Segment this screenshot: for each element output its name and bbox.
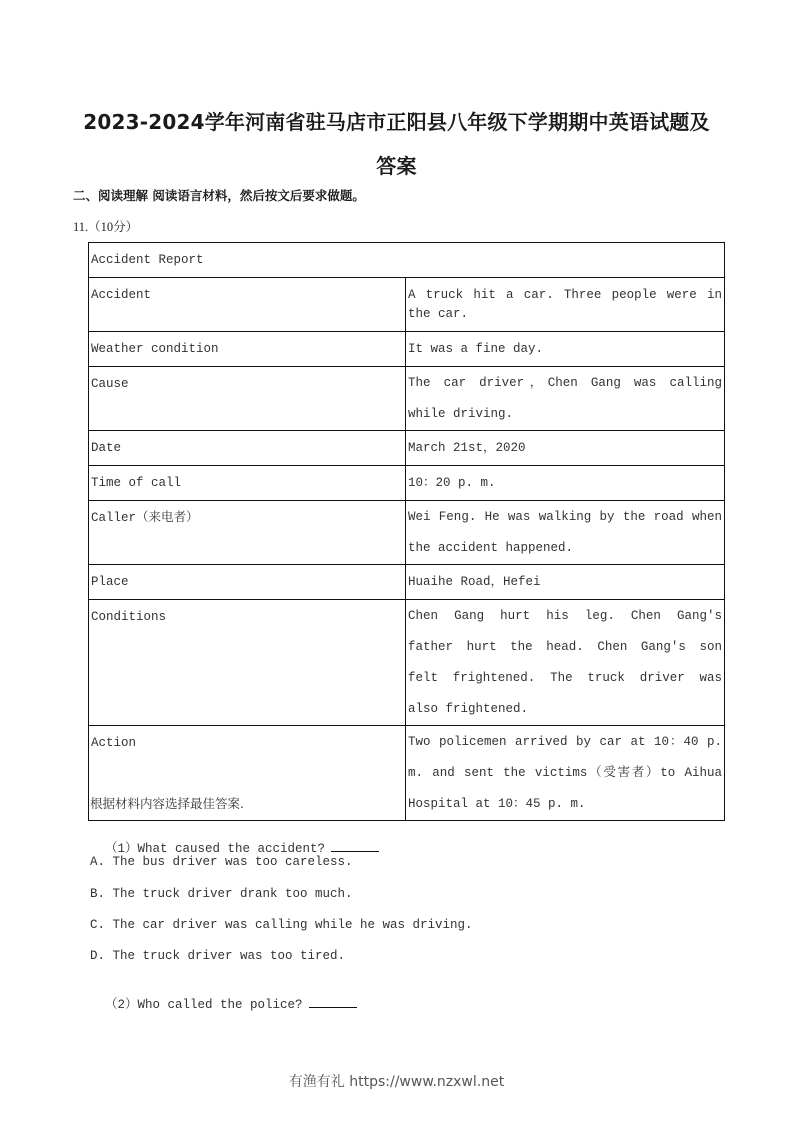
question-2-prompt: （2）Who called the police? <box>105 998 303 1012</box>
row-label: Date <box>91 441 122 455</box>
option-d: D. The truck driver was too tired. <box>90 949 346 963</box>
row-label: Conditions <box>91 610 167 624</box>
row-value-cell <box>406 565 725 600</box>
accident-report-table <box>88 242 725 821</box>
row-label: Accident <box>91 288 152 302</box>
row-value-cell <box>406 600 725 726</box>
option-b: B. The truck driver drank too much. <box>90 887 353 901</box>
table-header-cell <box>89 243 725 278</box>
row-label: Cause <box>91 377 129 391</box>
row-value: March 21st，2020 <box>408 441 526 455</box>
table-row <box>89 278 725 332</box>
table-row <box>89 431 725 466</box>
row-value: Chen Gang hurt his leg. Chen Gang's father hurt the head. Chen Gang's son felt frightened. The truck driver was also frightened. <box>408 609 722 716</box>
option-a: A. The bus driver was too careless. <box>90 855 353 869</box>
answer-blank-2[interactable] <box>309 995 357 1008</box>
table-row <box>89 367 725 431</box>
row-value-cell <box>406 726 725 821</box>
row-label-cell <box>89 466 406 501</box>
row-value: Two policemen arrived by car at 10：40 p. m. and sent the victims（受害者）to Aihua Hospital at 10：45 p. m. <box>408 735 722 811</box>
question-1 <box>90 824 379 856</box>
row-value-cell <box>406 278 725 332</box>
row-label-cell <box>89 431 406 466</box>
row-value-cell <box>406 501 725 565</box>
row-label-cell <box>89 600 406 726</box>
row-value: Huaihe Road，Hefei <box>408 575 541 589</box>
table-row <box>89 332 725 367</box>
answer-blank-1[interactable] <box>331 839 379 852</box>
table-row <box>89 501 725 565</box>
question-1-prompt: （1）What caused the accident? <box>105 842 326 856</box>
row-label-cell <box>89 565 406 600</box>
footer-watermark: 有渔有礼 https://www.nzxwl.net <box>288 1074 505 1090</box>
row-value: It was a fine day. <box>408 342 544 356</box>
document-title <box>60 100 733 188</box>
table-row <box>89 565 725 600</box>
table-row <box>89 466 725 501</box>
row-value: 10：20 p. m. <box>408 476 496 490</box>
row-value: A truck hit a car. Three people were in the car. <box>408 288 722 321</box>
row-label: Place <box>91 575 129 589</box>
row-value-cell <box>406 431 725 466</box>
row-label-cell <box>89 278 406 332</box>
row-value-cell <box>406 367 725 431</box>
row-label: Action <box>91 736 137 750</box>
row-value-cell <box>406 332 725 367</box>
row-label-cell <box>89 332 406 367</box>
title-line-1: 2023-2024学年河南省驻马店市正阳县八年级下学期期中英语试题及 <box>83 110 710 134</box>
table-header-row <box>89 243 725 278</box>
table-row <box>89 600 725 726</box>
section-heading: 二、阅读理解 阅读语言材料，然后按文后要求做题。 <box>73 188 365 203</box>
row-value: Wei Feng. He was walking by the road when the accident happened. <box>408 510 722 555</box>
row-label: Caller（来电者） <box>91 511 199 525</box>
question-2 <box>90 980 357 1012</box>
question-number: 11.（10分） <box>73 220 139 234</box>
row-label: Time of call <box>91 476 182 490</box>
title-line-2: 答案 <box>376 154 417 178</box>
row-value-cell <box>406 466 725 501</box>
instruction-text: 根据材料内容选择最佳答案. <box>90 796 244 811</box>
row-value: The car driver，Chen Gang was calling while driving. <box>408 376 722 421</box>
row-label-cell <box>89 367 406 431</box>
option-c: C. The car driver was calling while he was driving. <box>90 918 473 932</box>
row-label-cell <box>89 501 406 565</box>
report-title: Accident Report <box>91 253 204 267</box>
row-label: Weather condition <box>91 342 219 356</box>
